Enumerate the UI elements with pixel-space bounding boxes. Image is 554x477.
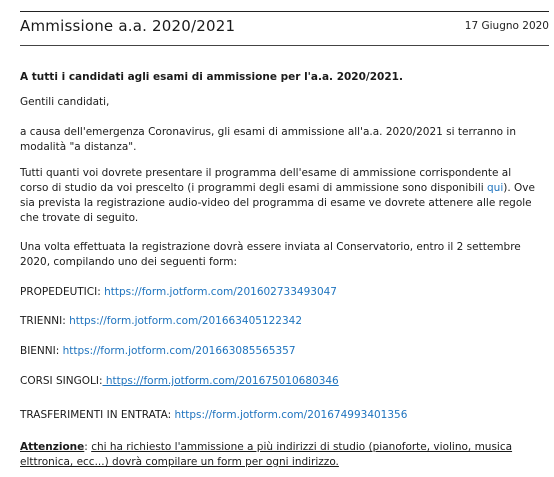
header-top-rule [20, 11, 549, 12]
form-link-bienni[interactable]: https://form.jotform.com/201663085565357 [62, 345, 296, 357]
form-row-trienni [20, 314, 535, 329]
paragraph-program-text-1: Tutti quanti voi dovrete presentare il programma dell'esame di ammissione corrispondente al corso di studio da voi prescelto (i programmi degli esami di ammissione sono disponibili [20, 167, 512, 194]
paragraph-program-text-2: ). Ove sia prevista la registrazione audio-video del programma di esame ve dovrete attenere alle regole che trovate di seguito. [20, 182, 535, 224]
attention-text: chi ha richiesto l'ammissione a più indirizzi di studio (pianoforte, violino, musica elttronica, ecc...) dovrà compilare un form per ogni indirizzo. [20, 441, 513, 468]
form-row-propedeutici [20, 285, 535, 300]
header-bottom-rule [20, 45, 549, 46]
form-label-propedeutici: PROPEDEUTICI: [20, 286, 105, 298]
form-label-trienni: TRIENNI: [20, 315, 70, 327]
form-row-corsi-singoli [20, 374, 535, 389]
form-link-trasferimenti[interactable]: https://form.jotform.com/201674993401356 [174, 409, 408, 421]
paragraph-program [20, 166, 535, 226]
greeting: Gentili candidati, [20, 96, 110, 108]
form-label-bienni: BIENNI: [20, 345, 63, 357]
programs-link[interactable]: qui [487, 182, 504, 194]
form-row-bienni [20, 344, 535, 359]
form-link-trienni[interactable]: https://form.jotform.com/201663405122342 [69, 315, 303, 327]
form-link-propedeutici[interactable]: https://form.jotform.com/201602733493047 [104, 286, 337, 298]
publish-date: 17 Giugno 2020 [464, 20, 549, 32]
form-label-trasferimenti: TRASFERIMENTI IN ENTRATA: [20, 409, 175, 421]
form-label-corsi-singoli: CORSI SINGOLI: [20, 375, 103, 387]
attention-note [20, 440, 535, 470]
paragraph-deadline: Una volta effettuata la registrazione dovrà essere inviata al Conservatorio, entro il 2 settembre 2020, compilando uno dei seguenti form: [20, 241, 521, 268]
article-heading: A tutti i candidati agli esami di ammissione per l'a.a. 2020/2021. [20, 71, 403, 83]
attention-colon: : [84, 441, 92, 453]
attention-label: Attenzione [20, 441, 85, 453]
page-title: Ammissione a.a. 2020/2021 [20, 17, 236, 35]
paragraph-emergency: a causa dell'emergenza Coronavirus, gli esami di ammissione all'a.a. 2020/2021 si terranno in modalità "a distanza". [20, 126, 517, 153]
form-link-corsi-singoli[interactable]: https://form.jotform.com/201675010680346 [102, 375, 339, 387]
form-row-trasferimenti [20, 408, 535, 423]
